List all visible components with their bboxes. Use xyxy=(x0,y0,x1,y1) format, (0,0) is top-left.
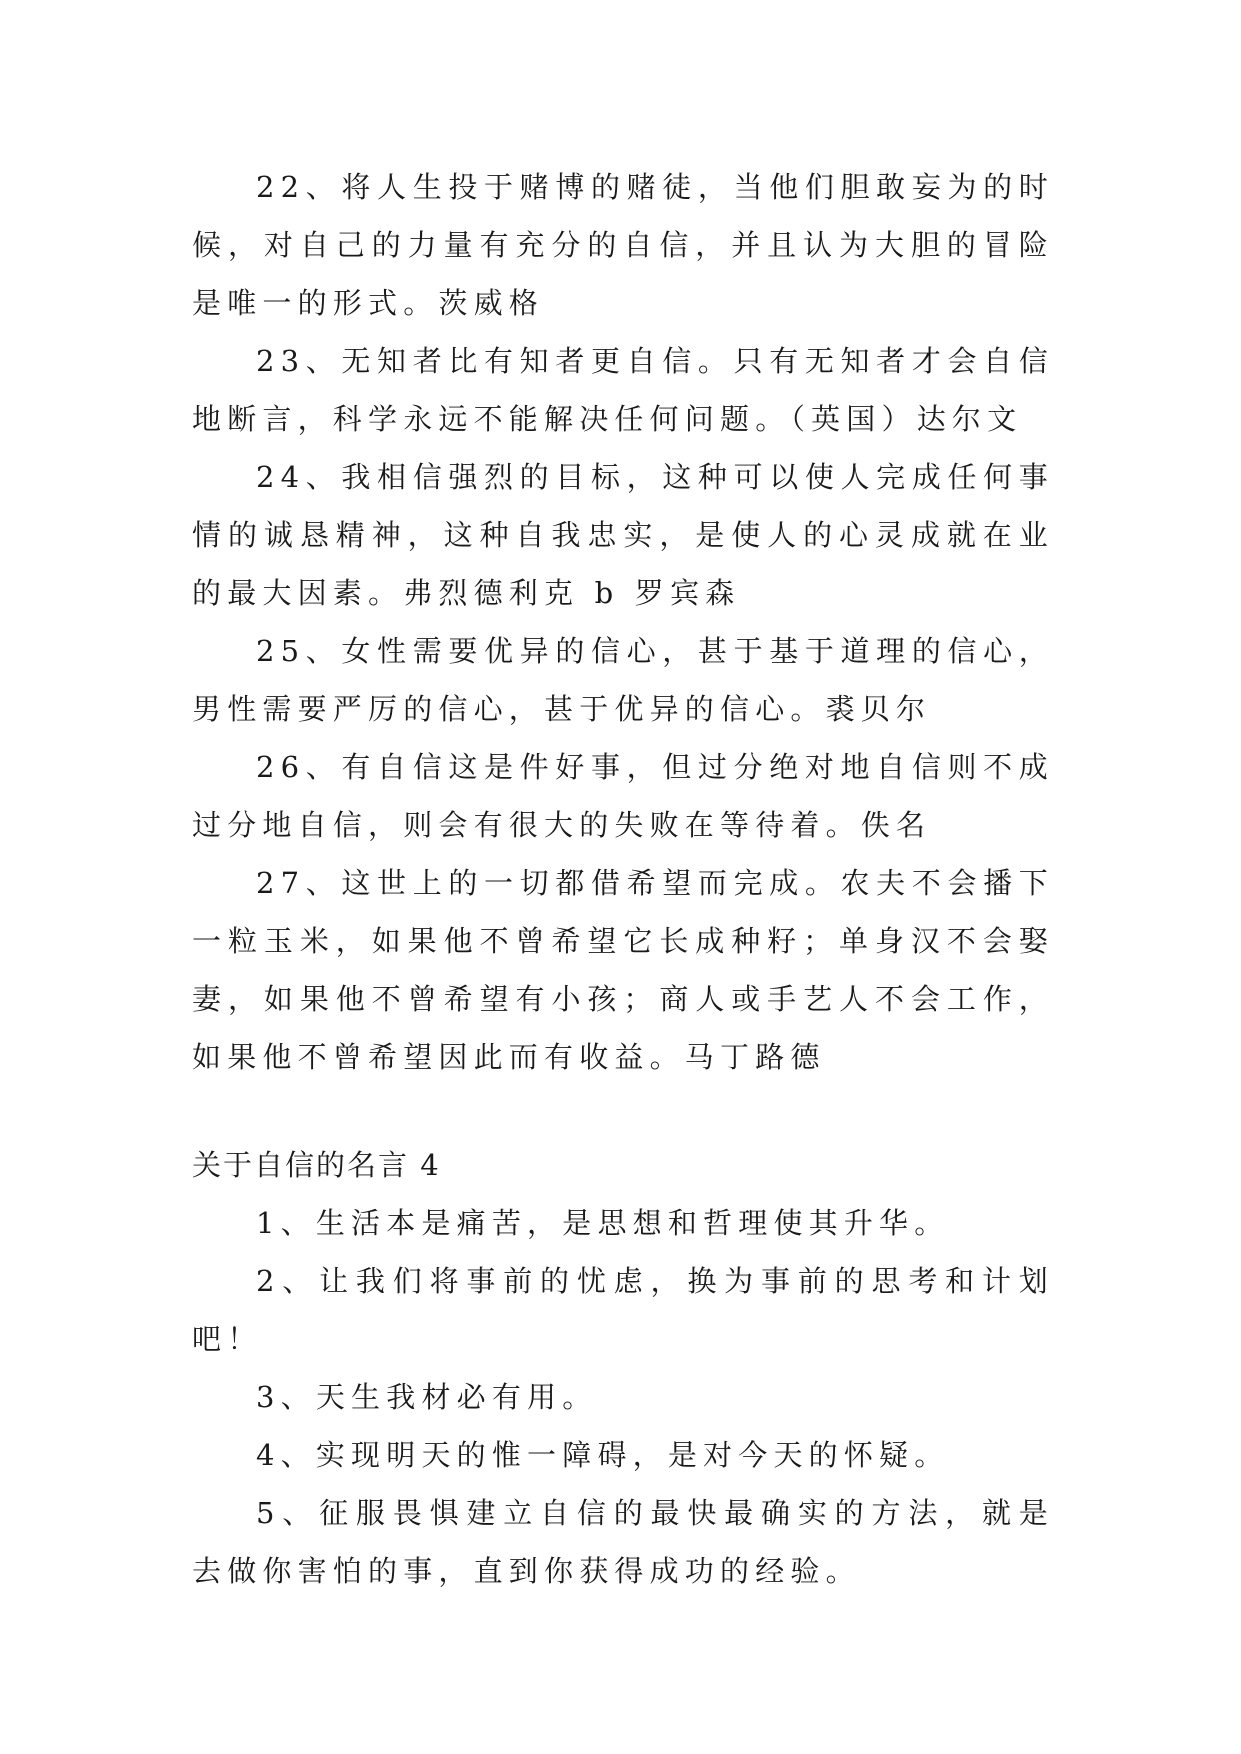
quote-5: 5、征服畏惧建立自信的最快最确实的方法，就是去做你害怕的事，直到你获得成功的经验。 xyxy=(192,1496,1054,1588)
quote-25: 25、女性需要优异的信心，甚于基于道理的信心，男性需要严厉的信心，甚于优异的信心。裘贝尔 xyxy=(192,634,1054,726)
document-body xyxy=(192,158,1054,1600)
quote-26: 26、有自信这是件好事，但过分绝对地自信则不成过分地自信，则会有很大的失败在等待着。佚名 xyxy=(192,750,1054,842)
quote-23: 23、无知者比有知者更自信。只有无知者才会自信地断言，科学永远不能解决任何问题。（英国）达尔文 xyxy=(192,344,1054,436)
section-heading: 关于自信的名言 4 xyxy=(192,1148,441,1182)
quote-4: 4、实现明天的惟一障碍，是对今天的怀疑。 xyxy=(256,1438,950,1472)
quote-3: 3、天生我材必有用。 xyxy=(256,1380,598,1414)
quote-27: 27、这世上的一切都借希望而完成。农夫不会播下一粒玉米，如果他不曾希望它长成种籽；单身汉不会娶妻，如果他不曾希望有小孩；商人或手艺人不会工作，如果他不曾希望因此而有收益。马丁路德 xyxy=(192,866,1054,1074)
quote-24: 24、我相信强烈的目标，这种可以使人完成任何事情的诚恳精神，这种自我忠实，是使人的心灵成就在业的最大因素。弗烈德利克 b 罗宾森 xyxy=(192,460,1054,610)
quote-1: 1、生活本是痛苦，是思想和哲理使其升华。 xyxy=(256,1206,950,1240)
quote-22: 22、将人生投于赌博的赌徒，当他们胆敢妄为的时候，对自己的力量有充分的自信，并且认为大胆的冒险是唯一的形式。茨威格 xyxy=(192,170,1054,320)
quote-2: 2、让我们将事前的忧虑，换为事前的思考和计划吧！ xyxy=(192,1264,1054,1356)
